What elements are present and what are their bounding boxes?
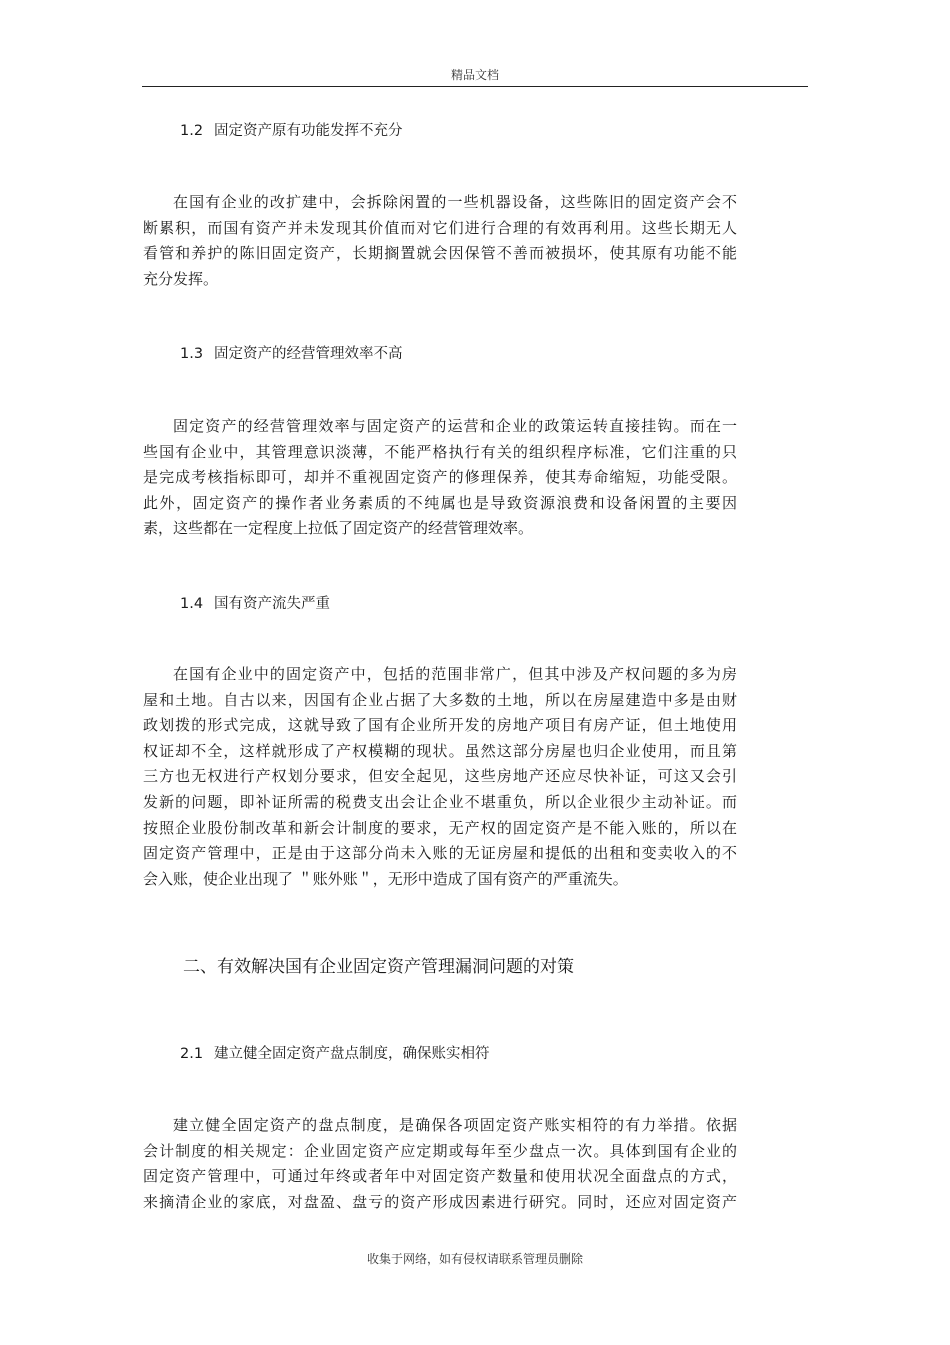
paragraph-1-3: [143, 414, 737, 542]
section-number: 2.1: [180, 1046, 204, 1062]
chapter-heading: 二、有效解决国有企业固定资产管理漏洞问题的对策: [183, 957, 574, 977]
paragraph-line: 固定资产的经营管理效率与固定资产的运营和企业的政策运转直接挂钩。而在一: [173, 417, 737, 435]
paragraph-line: 在国有企业中的固定资产中，包括的范围非常广，但其中涉及产权问题的多为房: [173, 665, 737, 683]
header-text: 精品文档: [450, 68, 499, 82]
paragraph-1-2: [143, 190, 737, 292]
paragraph-line: 充分发挥。: [143, 269, 219, 288]
paragraph-line: 会入账，使企业出现了 ＂账外账＂，无形中造成了国有资产的严重流失。: [143, 869, 628, 888]
paragraph-line: 此外，固定资产的操作者业务素质的不纯属也是导致资源浪费和设备闲置的主要因: [143, 493, 737, 512]
footer-text: 收集于网络，如有侵权请联系管理员删除: [366, 1252, 583, 1266]
paragraph-line: 断累积，而国有资产并未发现其价值而对它们进行合理的有效再利用。这些长期无人: [143, 218, 737, 237]
paragraph-line: 些国有企业中，其管理意识淡薄，不能严格执行有关的组织程序标准，它们注重的只: [143, 442, 737, 461]
paragraph-line: 建立健全固定资产的盘点制度，是确保各项固定资产账实相符的有力举措。依据: [173, 1116, 737, 1134]
section-heading-2-1: [180, 1044, 490, 1064]
section-title: 固定资产的经营管理效率不高: [214, 346, 403, 362]
paragraph-line: 看管和养护的陈旧固定资产，长期搁置就会因保管不善而被损坏，使其原有功能不能: [143, 244, 737, 263]
section-number: 1.4: [180, 596, 204, 612]
paragraph-line: 会计制度的相关规定：企业固定资产应定期或每年至少盘点一次。具体到国有企业的: [143, 1141, 737, 1160]
paragraph-line: 三方也无权进行产权划分要求，但安全起见，这些房地产还应尽快补证，可这又会引: [143, 767, 737, 786]
section-heading-1-2: [180, 121, 403, 141]
paragraph-line: 政划拨的形式完成，这就导致了国有企业所开发的房地产项目有房产证，但土地使用: [143, 716, 737, 735]
header-divider: [142, 86, 808, 87]
paragraph-line: 固定资产管理中，正是由于这部分尚未入账的无证房屋和提低的出租和变卖收入的不: [143, 844, 737, 863]
section-heading-1-3: [180, 344, 403, 364]
paragraph-line: 来摘清企业的家底，对盘盈、盘亏的资产形成因素进行研究。同时，还应对固定资产: [143, 1192, 737, 1211]
paragraph-line: 发新的问题，即补证所需的税费支出会让企业不堪重负，所以企业很少主动补证。而: [143, 792, 737, 811]
section-title: 国有资产流失严重: [214, 596, 330, 612]
paragraph-line: 按照企业股份制改革和新会计制度的要求，无产权的固定资产是不能入账的，所以在: [143, 818, 737, 837]
paragraph-line: 素，这些都在一定程度上拉低了固定资产的经营管理效率。: [143, 519, 534, 538]
section-title: 固定资产原有功能发挥不充分: [214, 123, 403, 139]
paragraph-line: 权证却不全，这样就形成了产权模糊的现状。虽然这部分房屋也归企业使用，而且第: [143, 741, 737, 760]
paragraph-line: 固定资产管理中，可通过年终或者年中对固定资产数量和使用状况全面盘点的方式，: [143, 1167, 737, 1186]
paragraph-line: 是完成考核指标即可，却并不重视固定资产的修理保养，使其寿命缩短，功能受限。: [143, 468, 737, 487]
section-number: 1.2: [180, 123, 204, 139]
paragraph-line: 屋和土地。自古以来，因国有企业占据了大多数的土地，所以在房屋建造中多是由财: [143, 690, 737, 709]
paragraph-line: 在国有企业的改扩建中，会拆除闲置的一些机器设备，这些陈旧的固定资产会不: [173, 193, 737, 211]
paragraph-1-4: [143, 662, 737, 892]
section-title: 建立健全固定资产盘点制度，确保账实相符: [214, 1046, 490, 1062]
section-number: 1.3: [180, 346, 204, 362]
section-heading-1-4: [180, 594, 330, 614]
paragraph-2-1: [143, 1113, 737, 1215]
